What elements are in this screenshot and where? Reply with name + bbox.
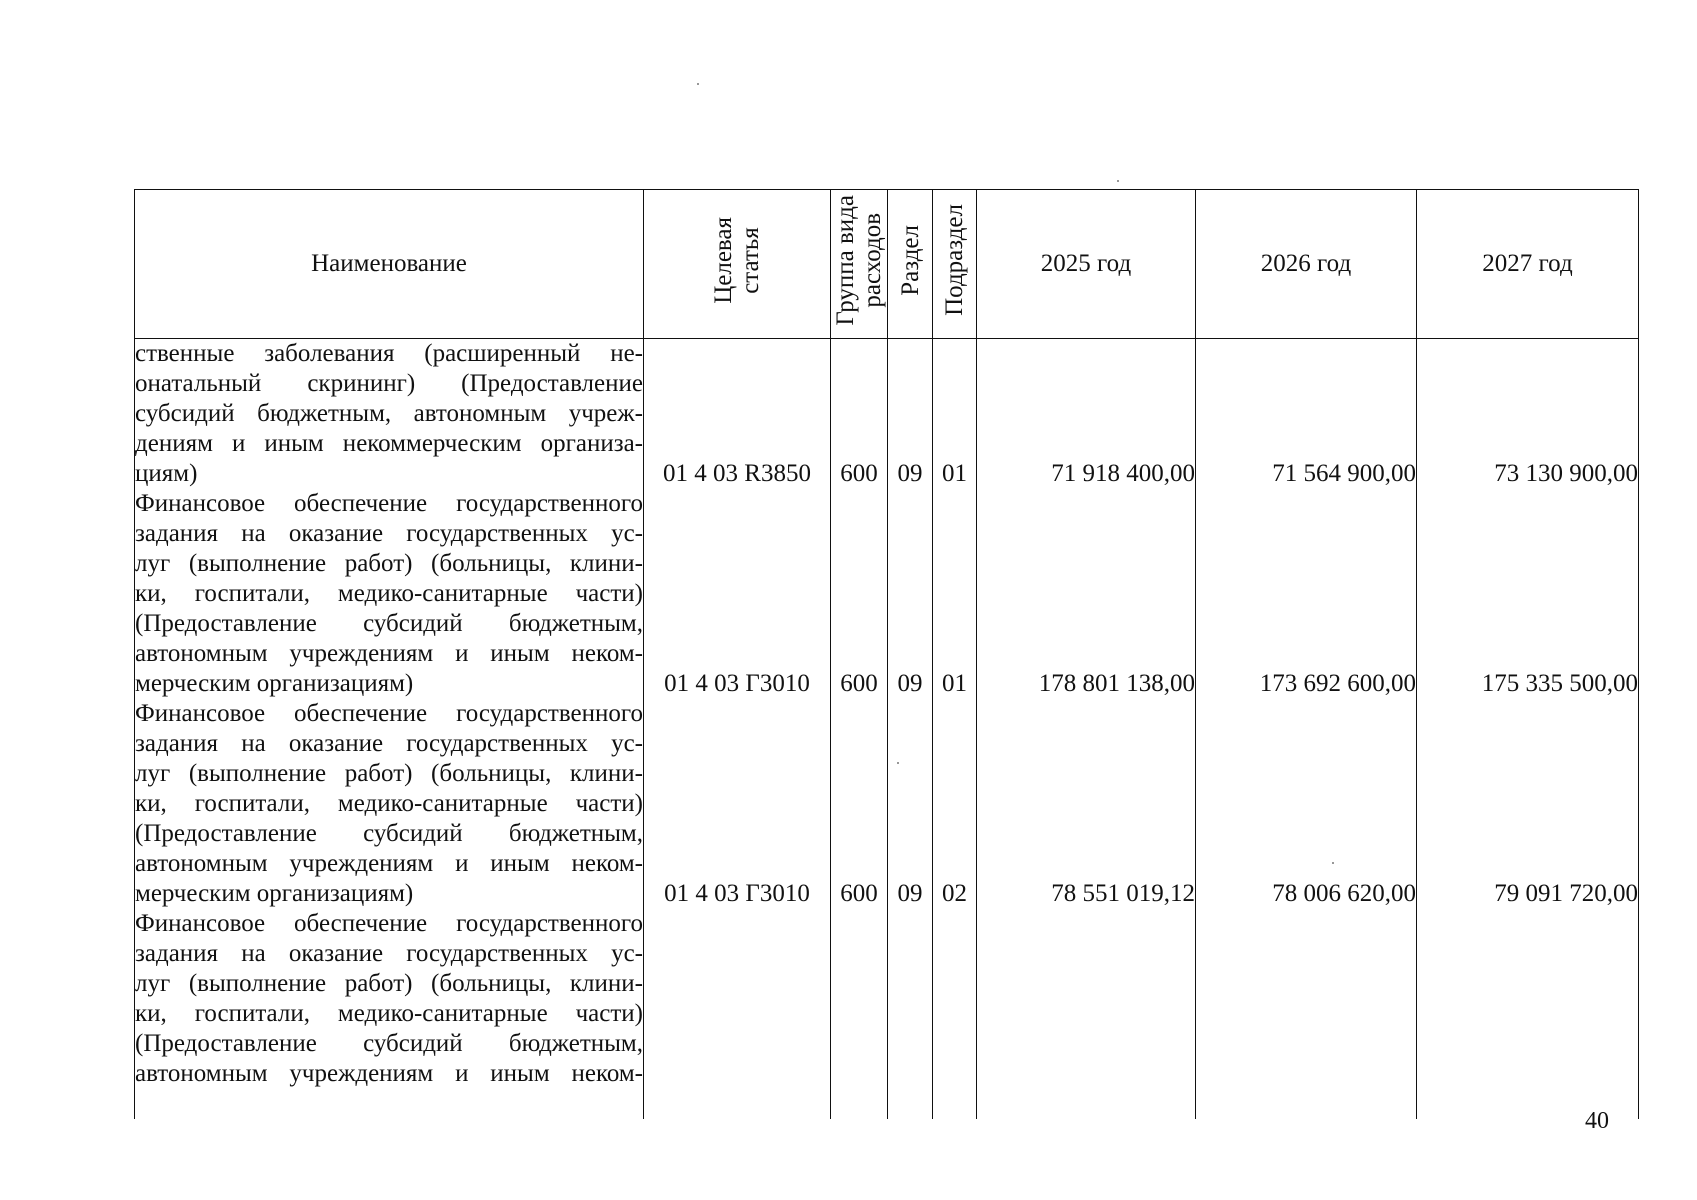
row-name: Финансовое обеспечение государственного задания на оказание государственных ус- луг (выполнение работ) (больницы, клини- ки, госпитали, медико-санитарные части) (Предоставление субсидий бюджетным, автономным учреждениям и иным неком- мерческим организациям)	[135, 490, 643, 697]
row-amount-2027	[1417, 909, 1639, 1119]
header-2027: 2027 год	[1417, 190, 1639, 339]
row-target-article	[644, 909, 831, 1119]
row-expense-group: 600	[831, 489, 888, 699]
header-section: Раздел	[888, 190, 933, 339]
row-amount-2027: 79 091 720,00	[1417, 699, 1639, 909]
row-amount-2025: 71 918 400,00	[977, 339, 1196, 490]
row-expense-group: 600	[831, 699, 888, 909]
budget-table	[134, 189, 1639, 1119]
row-amount-2025	[977, 909, 1196, 1119]
header-expense-group: Группа вида расходов	[831, 190, 888, 339]
scan-speck	[697, 83, 699, 85]
row-expense-group: 600	[831, 339, 888, 490]
row-amount-2026: 71 564 900,00	[1196, 339, 1417, 490]
row-name: ственные заболевания (расширенный не- онатальный скрининг) (Предоставление субсидий бюджетным, автономным учреж- дениям и иным некоммерческим организа- циям)	[135, 340, 643, 487]
row-section: 09	[888, 489, 933, 699]
table-row	[135, 339, 1639, 490]
row-subsection: 01	[933, 489, 977, 699]
page-number: 40	[1585, 1108, 1609, 1134]
row-subsection: 02	[933, 699, 977, 909]
row-section: 09	[888, 339, 933, 490]
row-subsection: 01	[933, 339, 977, 490]
row-target-article: 01 4 03 R3850	[644, 339, 831, 490]
row-section: 09	[888, 699, 933, 909]
row-subsection	[933, 909, 977, 1119]
table-row-continued	[135, 909, 1639, 1119]
scan-speck	[1332, 862, 1334, 864]
row-target-article: 01 4 03 Г3010	[644, 489, 831, 699]
row-amount-2026	[1196, 909, 1417, 1119]
row-name: Финансовое обеспечение государственного задания на оказание государственных ус- луг (выполнение работ) (больницы, клини- ки, госпитали, медико-санитарные части) (Предоставление субсидий бюджетным, автономным учреждениям и иным неком- мерческим организациям)	[135, 700, 643, 907]
header-row	[135, 190, 1639, 339]
header-target-article: Целевая статья	[644, 190, 831, 339]
row-amount-2025: 78 551 019,12	[977, 699, 1196, 909]
row-amount-2027: 73 130 900,00	[1417, 339, 1639, 490]
header-2025: 2025 год	[977, 190, 1196, 339]
header-subsection: Подраздел	[933, 190, 977, 339]
header-name: Наименование	[135, 190, 644, 339]
row-amount-2026: 78 006 620,00	[1196, 699, 1417, 909]
table-row	[135, 489, 1639, 699]
header-2026: 2026 год	[1196, 190, 1417, 339]
row-name: Финансовое обеспечение государственного задания на оказание государственных ус- луг (выполнение работ) (больницы, клини- ки, госпитали, медико-санитарные части) (Предоставление субсидий бюджетным, автономным учреждениям и иным неком-	[135, 909, 644, 1119]
row-amount-2025: 178 801 138,00	[977, 489, 1196, 699]
row-section	[888, 909, 933, 1119]
table-row	[135, 699, 1639, 909]
scan-speck	[1117, 180, 1119, 182]
row-target-article: 01 4 03 Г3010	[644, 699, 831, 909]
row-amount-2027: 175 335 500,00	[1417, 489, 1639, 699]
row-expense-group	[831, 909, 888, 1119]
row-amount-2026: 173 692 600,00	[1196, 489, 1417, 699]
scan-speck	[897, 762, 899, 764]
